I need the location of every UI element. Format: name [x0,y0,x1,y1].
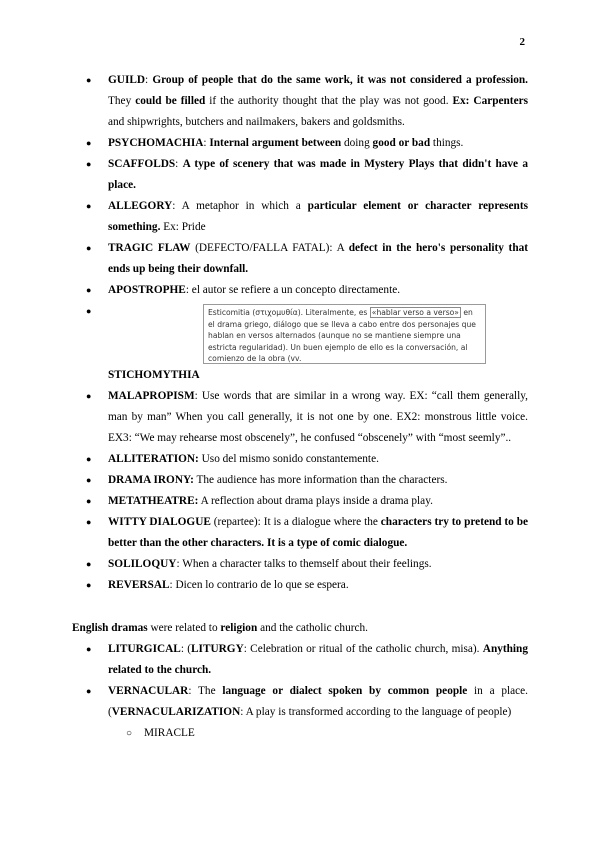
list-item [72,70,528,133]
list-item [72,238,528,280]
bold-text: particular element or character represents something. [108,200,528,233]
sticho-text-after: en el drama griego, diálogo que se lleva a cabo entre dos personajes que hablan en versos alternados (aunque no se mantiene siempre una estricta regularidad). Un buen ejemplo de ello es la conversación, al comienzo de la obra (vv. [208,308,476,363]
bold-text: LITURGICAL [108,643,181,655]
bold-text: A type of scenery that was made in Mystery Plays that didn't have a place. [108,158,528,191]
bold-text: Ex: Carpenters [452,95,528,107]
text: doing [341,137,373,149]
text: and shipwrights, butchers and nailmakers, bakers and goldsmiths. [108,116,405,128]
text: : [145,74,153,86]
bold-text: MALAPROPISM [108,390,195,402]
bold-text: WITTY DIALOGUE [108,516,211,528]
text: (repartee): It is a dialogue where the [210,516,381,528]
list-item [72,639,528,681]
text: : A metaphor in which a [172,200,308,212]
text: : When a character talks to themself about their feelings. [176,558,432,570]
text: A reflection about drama plays inside a drama play. [198,495,433,507]
sub-list-item: ○ MIRACLE [72,723,528,744]
bold-text: SCAFFOLDS [108,158,176,170]
bold-text: Internal argument between [209,137,342,149]
bold-text: Group of people that do the same work, it was not considered a profession. [152,74,528,86]
text: in a place. ( [108,685,528,718]
bold-text: could be filled [135,95,206,107]
bold-text: TRAGIC FLAW [108,242,191,254]
text: : Dicen lo contrario de lo que se espera. [169,579,349,591]
bold-text: SOLILOQUY [108,558,177,570]
text: They [108,95,136,107]
bold-text: English dramas [72,622,148,634]
text: : Celebration or ritual of the catholic church, misa). [243,643,483,655]
text: : ( [180,643,192,655]
bold-text: DRAMA IRONY: [108,474,194,486]
list-item [72,154,528,196]
text: : el autor se refiere a un concepto directamente. [185,284,401,296]
list-item [72,681,528,723]
bold-text: GUILD [108,74,146,86]
bold-text: APOSTROPHE [108,284,186,296]
document-body [72,70,528,744]
list-item [72,554,528,575]
bold-text: VERNACULARIZATION [111,706,241,718]
sticho-text-before: Esticomitia (στιχομυθία). Literalmente, es [208,308,370,317]
bold-text: religion [220,622,258,634]
list-item [72,512,528,554]
list-item [72,280,528,301]
list-item [72,575,528,596]
bold-text: PSYCHOMACHIA [108,137,204,149]
list-item [72,133,528,154]
text: if the authority thought that the play was not good. [205,95,453,107]
sub-list [72,723,528,744]
page-number: 2 [519,36,525,48]
text: : A play is transformed according to the language of people) [240,706,512,718]
list-item [72,491,528,512]
bold-text: VERNACULAR [108,685,189,697]
bold-text: REVERSAL [108,579,170,591]
list-item [72,470,528,491]
bold-text: STICHOMYTHIA [108,369,200,381]
text: The audience has more information than the characters. [193,474,448,486]
bold-text: METATHEATRE: [108,495,199,507]
text: (DEFECTO/FALLA FATAL): A [190,242,349,254]
english-dramas-paragraph [72,618,528,639]
bold-text: good or bad [372,137,431,149]
text: : [203,137,210,149]
text: Uso del mismo sonido constantemente. [198,453,379,465]
list-item [72,449,528,470]
church-terms-list [72,639,528,723]
list-item [72,386,528,449]
text: were related to [147,622,221,634]
bold-text: characters try to pretend to be better than the other characters. It is a type of comic dialogue. [108,516,529,549]
list-item [72,196,528,238]
text: : [175,158,183,170]
bold-text: ALLEGORY [108,200,173,212]
bold-text: Anything related to the church. [108,643,528,676]
bold-text: defect in the hero's personality that ends up being their downfall. [108,242,529,275]
sticho-highlight: «hablar verso a verso» [371,308,459,317]
text: and the catholic church. [257,622,368,634]
bold-text: ALLITERATION: [108,453,199,465]
stichomythia-definition-image [203,304,486,364]
text: : Use words that are similar in a wrong way. EX: “call them generally, man by man” When you call generally, it is not one by one. EX2: monstrous little voice. EX3: “We may rehearse most obscenely”, he confused “obscenely” with “most seemly”.. [108,390,528,444]
bold-text: LITURGY [191,643,244,655]
text: : The [188,685,223,697]
text: things. [430,137,464,149]
text: Ex: Pride [160,221,206,233]
bold-text: language or dialect spoken by common people [222,685,468,697]
